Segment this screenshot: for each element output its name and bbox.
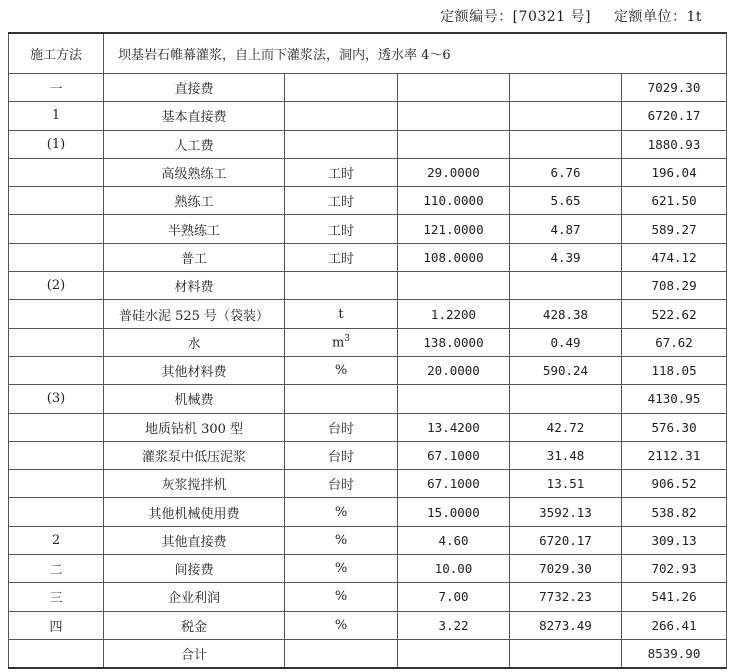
item-unit: 台时 (285, 470, 398, 498)
item-total: 576.30 (622, 413, 727, 441)
row-number (9, 187, 104, 215)
item-total: 6720.17 (622, 102, 727, 130)
item-quantity: 13.4200 (398, 413, 510, 441)
item-unit: 工时 (285, 215, 398, 243)
item-total: 702.93 (622, 555, 727, 583)
item-name: 普工 (104, 243, 285, 271)
construction-method-row (9, 33, 727, 74)
table-row (9, 498, 727, 526)
item-total: 522.62 (622, 300, 727, 328)
item-quantity: 108.0000 (398, 243, 510, 271)
item-unit-price: 6720.17 (510, 526, 622, 554)
item-quantity: 67.1000 (398, 441, 510, 469)
item-name: 其他直接费 (104, 526, 285, 554)
item-unit (285, 328, 398, 356)
item-total: 8539.90 (622, 639, 727, 668)
item-quantity: 67.1000 (398, 470, 510, 498)
item-total: 1880.93 (622, 130, 727, 158)
table-row (9, 639, 727, 668)
item-name: 基本直接费 (104, 102, 285, 130)
item-unit-price: 5.65 (510, 187, 622, 215)
item-name: 地质钻机 300 型 (104, 413, 285, 441)
item-quantity (398, 385, 510, 413)
row-number (9, 470, 104, 498)
item-total: 2112.31 (622, 441, 727, 469)
row-number: 一 (9, 74, 104, 102)
item-unit-price: 7029.30 (510, 555, 622, 583)
item-unit: % (285, 611, 398, 639)
item-unit-price (510, 639, 622, 668)
unit-exponent: 3 (344, 334, 351, 345)
item-unit: % (285, 526, 398, 554)
row-number (9, 243, 104, 271)
method-label: 施工方法 (9, 33, 104, 74)
unit-base: m (331, 335, 345, 351)
table-row (9, 243, 727, 271)
item-quantity (398, 272, 510, 300)
item-unit-price: 42.72 (510, 413, 622, 441)
item-total: 538.82 (622, 498, 727, 526)
item-total: 906.52 (622, 470, 727, 498)
item-quantity: 110.0000 (398, 187, 510, 215)
item-name: 直接费 (104, 74, 285, 102)
row-number: 三 (9, 583, 104, 611)
item-quantity (398, 639, 510, 668)
row-number (9, 441, 104, 469)
item-name: 普硅水泥 525 号（袋装） (104, 300, 285, 328)
table-row (9, 583, 727, 611)
item-unit-price: 13.51 (510, 470, 622, 498)
item-name: 税金 (104, 611, 285, 639)
item-unit-price (510, 74, 622, 102)
table-row (9, 130, 727, 158)
item-total: 196.04 (622, 158, 727, 186)
table-row (9, 215, 727, 243)
item-unit-price: 428.38 (510, 300, 622, 328)
item-total: 309.13 (622, 526, 727, 554)
table-row (9, 441, 727, 469)
item-quantity (398, 130, 510, 158)
item-unit (285, 272, 398, 300)
item-unit: % (285, 583, 398, 611)
item-name: 人工费 (104, 130, 285, 158)
item-name: 熟练工 (104, 187, 285, 215)
table-row (9, 385, 727, 413)
item-unit: 工时 (285, 243, 398, 271)
item-unit (285, 385, 398, 413)
row-number: 2 (9, 526, 104, 554)
item-quantity: 15.0000 (398, 498, 510, 526)
item-unit-price: 3592.13 (510, 498, 622, 526)
row-number (9, 158, 104, 186)
quota-table-body (9, 33, 727, 668)
item-unit: % (285, 498, 398, 526)
row-number (9, 215, 104, 243)
row-number: 1 (9, 102, 104, 130)
item-quantity: 1.2200 (398, 300, 510, 328)
item-unit-price: 0.49 (510, 328, 622, 356)
table-row (9, 328, 727, 356)
item-quantity: 138.0000 (398, 328, 510, 356)
item-unit: t (285, 300, 398, 328)
item-name: 机械费 (104, 385, 285, 413)
item-unit-price (510, 385, 622, 413)
row-number (9, 498, 104, 526)
item-name: 材料费 (104, 272, 285, 300)
item-total: 474.12 (622, 243, 727, 271)
item-total: 266.41 (622, 611, 727, 639)
item-name: 间接费 (104, 555, 285, 583)
item-total: 708.29 (622, 272, 727, 300)
row-number (9, 413, 104, 441)
item-unit: 台时 (285, 413, 398, 441)
quota-number: 定额编号：[70321 号] (440, 9, 591, 25)
item-unit: % (285, 356, 398, 384)
row-number: (3) (9, 385, 104, 413)
item-total: 621.50 (622, 187, 727, 215)
item-name: 水 (104, 328, 285, 356)
item-total: 67.62 (622, 328, 727, 356)
item-unit-price: 4.87 (510, 215, 622, 243)
item-unit-price: 590.24 (510, 356, 622, 384)
item-unit-price: 8273.49 (510, 611, 622, 639)
item-name: 合计 (104, 639, 285, 668)
item-unit (285, 74, 398, 102)
item-quantity (398, 74, 510, 102)
table-row (9, 526, 727, 554)
table-row (9, 555, 727, 583)
item-total: 4130.95 (622, 385, 727, 413)
item-unit (285, 130, 398, 158)
item-total: 589.27 (622, 215, 727, 243)
item-unit-price (510, 102, 622, 130)
item-total: 541.26 (622, 583, 727, 611)
item-quantity (398, 102, 510, 130)
item-unit: 台时 (285, 441, 398, 469)
item-unit-price: 31.48 (510, 441, 622, 469)
row-number: (1) (9, 130, 104, 158)
row-number: (2) (9, 272, 104, 300)
item-name: 灌浆泵中低压泥浆 (104, 441, 285, 469)
item-unit: 工时 (285, 187, 398, 215)
quota-unit: 定额单位：1t (613, 9, 702, 25)
item-total: 7029.30 (622, 74, 727, 102)
item-unit: % (285, 555, 398, 583)
table-row (9, 611, 727, 639)
item-unit: 工时 (285, 158, 398, 186)
item-name: 半熟练工 (104, 215, 285, 243)
table-row (9, 74, 727, 102)
item-name: 企业利润 (104, 583, 285, 611)
item-total: 118.05 (622, 356, 727, 384)
item-quantity: 121.0000 (398, 215, 510, 243)
method-description: 坝基岩石帷幕灌浆，自上而下灌浆法，洞内，透水率 4～6 (104, 33, 727, 74)
item-unit-price: 7732.23 (510, 583, 622, 611)
item-unit-price (510, 130, 622, 158)
item-quantity: 7.00 (398, 583, 510, 611)
item-quantity: 20.0000 (398, 356, 510, 384)
item-quantity: 10.00 (398, 555, 510, 583)
table-row (9, 102, 727, 130)
row-number (9, 300, 104, 328)
table-row (9, 356, 727, 384)
table-row (9, 300, 727, 328)
item-quantity: 29.0000 (398, 158, 510, 186)
item-name: 高级熟练工 (104, 158, 285, 186)
item-name: 其他材料费 (104, 356, 285, 384)
quota-header (422, 6, 702, 26)
table-row (9, 272, 727, 300)
item-quantity: 3.22 (398, 611, 510, 639)
item-unit-price: 4.39 (510, 243, 622, 271)
item-unit (285, 102, 398, 130)
row-number (9, 328, 104, 356)
item-unit (285, 639, 398, 668)
item-unit-price (510, 272, 622, 300)
row-number (9, 356, 104, 384)
table-row (9, 187, 727, 215)
row-number: 四 (9, 611, 104, 639)
item-unit-price: 6.76 (510, 158, 622, 186)
table-row (9, 158, 727, 186)
quota-table (8, 32, 727, 669)
row-number: 二 (9, 555, 104, 583)
table-row (9, 413, 727, 441)
item-quantity: 4.60 (398, 526, 510, 554)
row-number (9, 639, 104, 668)
table-row (9, 470, 727, 498)
item-name: 灰浆搅拌机 (104, 470, 285, 498)
item-name: 其他机械使用费 (104, 498, 285, 526)
